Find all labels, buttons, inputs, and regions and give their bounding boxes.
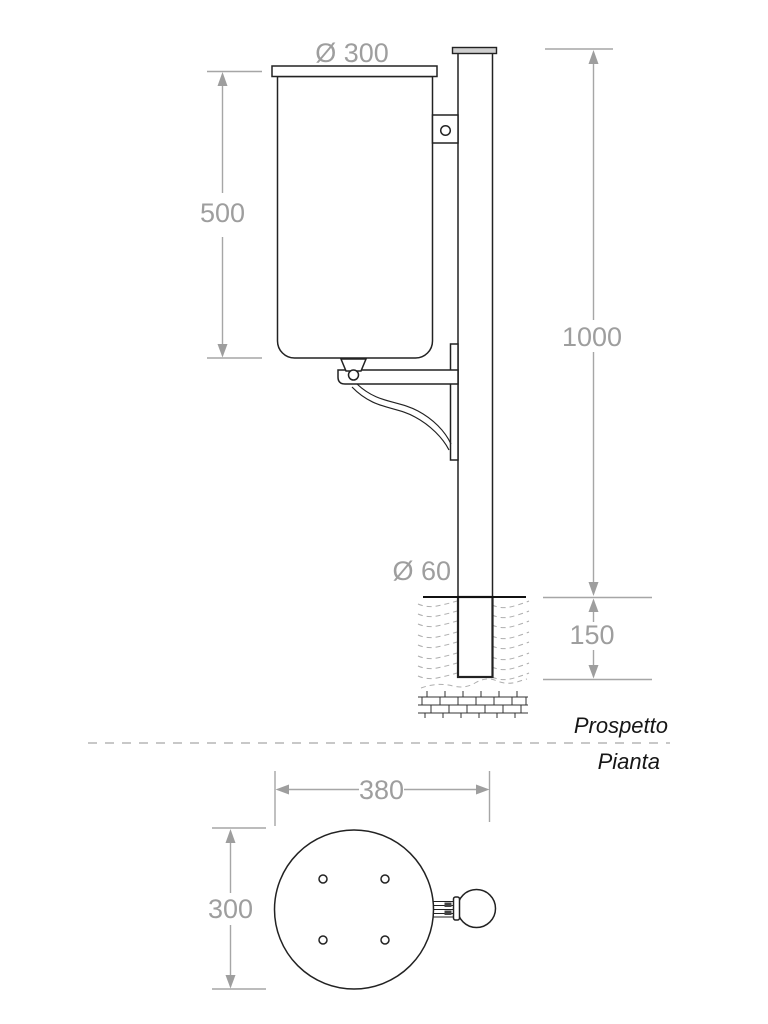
- lid-hole: [319, 936, 327, 944]
- bin-top-circle: [275, 830, 434, 989]
- dim-plan-bin-diameter: [208, 828, 266, 989]
- dim-plan-bin-diameter-value: 300: [207, 894, 254, 924]
- bin-body: [278, 77, 433, 359]
- dim-overall-width: [275, 771, 490, 826]
- lid-hole: [319, 875, 327, 883]
- lid-hole: [381, 936, 389, 944]
- dim-embed-depth: [543, 598, 652, 680]
- bracket-pivot-tab: [341, 359, 366, 371]
- upper-bracket: [433, 115, 459, 143]
- pianta-view-label: Pianta: [597, 749, 660, 774]
- pole-cross-section: [458, 890, 496, 928]
- dim-pole-height: [545, 49, 622, 596]
- pianta-view: [208, 771, 496, 989]
- prospetto-view: [200, 38, 652, 718]
- bracket-brace-upper-curve: [357, 384, 451, 444]
- lid-hole: [381, 875, 389, 883]
- plan-bracket-plate: [454, 897, 460, 920]
- plan-bracket-bolt: [445, 903, 452, 908]
- bracket-brace-lower-curve: [352, 387, 449, 450]
- dim-pole-diameter-value: Ø 60: [392, 556, 451, 586]
- foundation-bricks: [418, 691, 528, 718]
- dim-bin-height: [200, 72, 262, 359]
- dim-bin-diameter-value: Ø 300: [315, 38, 389, 68]
- plan-bracket-bolt: [445, 911, 452, 916]
- plan-bracket: [433, 897, 460, 920]
- dim-pole-height-value: 1000: [561, 322, 623, 352]
- dim-overall-width-value: 380: [358, 775, 405, 805]
- upper-bracket-bolt: [441, 126, 451, 136]
- bracket-pivot-bolt: [349, 370, 359, 380]
- dim-bin-height-value: 500: [199, 198, 246, 228]
- dim-embed-depth-value: 150: [569, 620, 615, 650]
- pole: [458, 53, 493, 677]
- bracket-plate: [451, 344, 459, 460]
- lower-bracket: [338, 344, 458, 460]
- pole-cap: [453, 48, 497, 54]
- prospetto-view-label: Prospetto: [573, 713, 668, 738]
- pole-buried-section: [458, 597, 493, 677]
